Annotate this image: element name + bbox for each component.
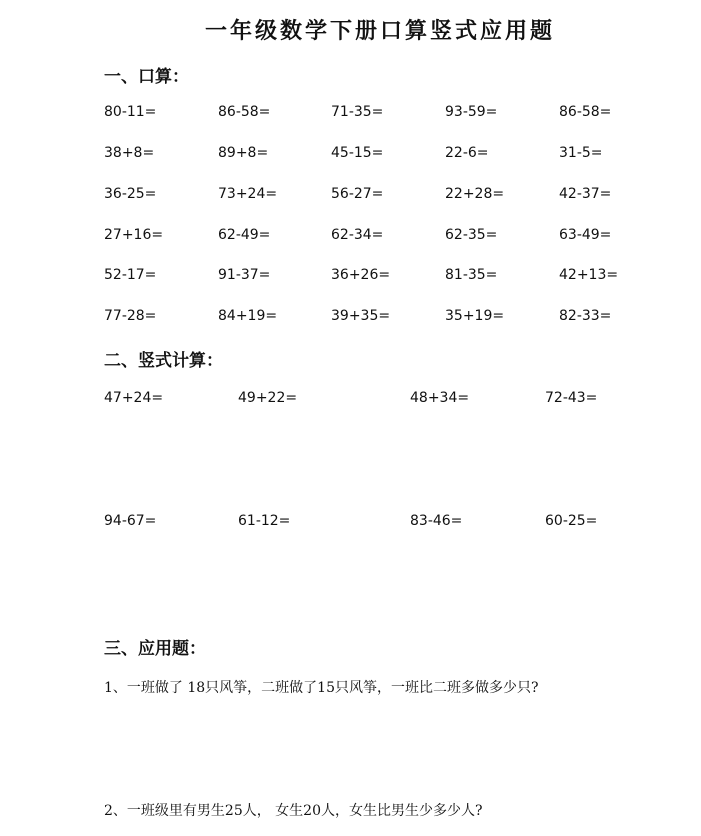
mental-math-problem: 82-33= — [559, 308, 612, 324]
mental-math-problem: 39+35= — [331, 308, 391, 324]
mental-math-problem: 86-58= — [218, 104, 271, 120]
mental-math-problem: 77-28= — [104, 308, 157, 324]
mental-math-problem: 38+8= — [104, 145, 155, 161]
mental-math-problem: 63-49= — [559, 227, 612, 243]
mental-math-problem: 86-58= — [559, 104, 612, 120]
mental-math-problem: 62-35= — [445, 227, 498, 243]
word-problem-1: 1、一班做了 18只风筝，二班做了15只风筝，一班比二班多做多少只? — [104, 680, 539, 696]
section-heading-vertical-calc: 二、竖式计算： — [104, 351, 223, 371]
mental-math-problem: 91-37= — [218, 267, 271, 283]
mental-math-problem: 62-49= — [218, 227, 271, 243]
section-heading-mental-math: 一、口算： — [104, 67, 189, 87]
vertical-calc-problem: 47+24= — [104, 390, 164, 406]
mental-math-problem: 84+19= — [218, 308, 278, 324]
mental-math-problem: 42+13= — [559, 267, 619, 283]
mental-math-problem: 62-34= — [331, 227, 384, 243]
vertical-calc-problem: 94-67= — [104, 513, 157, 529]
mental-math-problem: 93-59= — [445, 104, 498, 120]
mental-math-problem: 73+24= — [218, 186, 278, 202]
page-title: 一年级数学下册口算竖式应用题 — [204, 18, 555, 44]
vertical-calc-problem: 60-25= — [545, 513, 598, 529]
mental-math-problem: 35+19= — [445, 308, 505, 324]
mental-math-problem: 27+16= — [104, 227, 164, 243]
mental-math-problem: 45-15= — [331, 145, 384, 161]
vertical-calc-problem: 49+22= — [238, 390, 298, 406]
mental-math-problem: 31-5= — [559, 145, 603, 161]
mental-math-problem: 80-11= — [104, 104, 157, 120]
vertical-calc-problem: 83-46= — [410, 513, 463, 529]
mental-math-problem: 71-35= — [331, 104, 384, 120]
mental-math-problem: 42-37= — [559, 186, 612, 202]
mental-math-problem: 89+8= — [218, 145, 269, 161]
mental-math-problem: 56-27= — [331, 186, 384, 202]
word-problem-2: 2、一班级里有男生25人， 女生20人，女生比男生少多少人? — [104, 803, 483, 819]
mental-math-problem: 22-6= — [445, 145, 489, 161]
mental-math-problem: 36+26= — [331, 267, 391, 283]
mental-math-problem: 52-17= — [104, 267, 157, 283]
mental-math-problem: 22+28= — [445, 186, 505, 202]
vertical-calc-problem: 48+34= — [410, 390, 470, 406]
mental-math-problem: 81-35= — [445, 267, 498, 283]
vertical-calc-problem: 72-43= — [545, 390, 598, 406]
mental-math-problem: 36-25= — [104, 186, 157, 202]
vertical-calc-problem: 61-12= — [238, 513, 291, 529]
section-heading-word-problems: 三、应用题： — [104, 639, 206, 659]
